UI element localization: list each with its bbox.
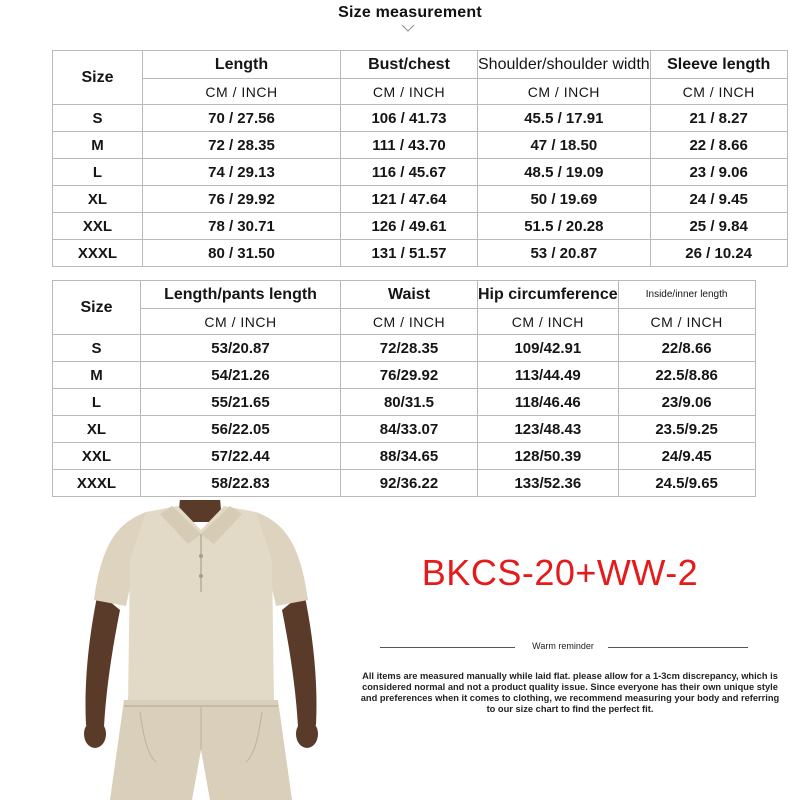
measurement-cell: 80/31.5 (341, 389, 478, 416)
size-cell: S (53, 105, 143, 132)
measurement-cell: 70 / 27.56 (143, 105, 341, 132)
size-cell: XXXL (53, 240, 143, 267)
column-header-hip-circumference: Hip circumference (478, 281, 619, 309)
size-cell: XXL (53, 443, 141, 470)
measurement-cell: 72 / 28.35 (143, 132, 341, 159)
size-cell: L (53, 389, 141, 416)
measurement-cell: 111 / 43.70 (341, 132, 478, 159)
table-row (53, 416, 756, 443)
column-header-length: Length (143, 51, 341, 79)
measurement-cell: 78 / 30.71 (143, 213, 341, 240)
measurement-cell: 76 / 29.92 (143, 186, 341, 213)
unit-label: CM / INCH (478, 79, 651, 105)
measurement-cell: 23.5/9.25 (618, 416, 755, 443)
measurement-cell: 57/22.44 (141, 443, 341, 470)
size-cell: L (53, 159, 143, 186)
measurement-cell: 53/20.87 (141, 335, 341, 362)
table-row (53, 443, 756, 470)
table-row (53, 389, 756, 416)
measurement-cell: 118/46.46 (478, 389, 619, 416)
measurement-cell: 22/8.66 (618, 335, 755, 362)
measurement-cell: 55/21.65 (141, 389, 341, 416)
measurement-cell: 48.5 / 19.09 (478, 159, 651, 186)
measurement-cell: 24.5/9.65 (618, 470, 755, 497)
reminder-text: All items are measured manually while laid flat. please allow for a 1-3cm discrepancy, which is considered normal and not a product quality issue. Since everyone has their own unique style and preferences when it comes to clothing, we recommend measuring your body and referring to our size chart to find the perfect fit. (360, 671, 780, 714)
product-code: BKCS-20+WW-2 (421, 552, 699, 593)
size-header: Size (53, 281, 141, 335)
product-photo (60, 500, 342, 800)
measurement-cell: 56/22.05 (141, 416, 341, 443)
table-row (53, 362, 756, 389)
measurement-cell: 80 / 31.50 (143, 240, 341, 267)
unit-label: CM / INCH (478, 309, 619, 335)
unit-label: CM / INCH (143, 79, 341, 105)
column-header-pants-length: Length/pants length (141, 281, 341, 309)
unit-label: CM / INCH (341, 79, 478, 105)
measurement-cell: 54/21.26 (141, 362, 341, 389)
table-row (53, 213, 788, 240)
measurement-cell: 50 / 19.69 (478, 186, 651, 213)
measurement-cell: 116 / 45.67 (341, 159, 478, 186)
measurement-cell: 131 / 51.57 (341, 240, 478, 267)
measurement-cell: 53 / 20.87 (478, 240, 651, 267)
size-cell: M (53, 362, 141, 389)
unit-label: CM / INCH (341, 309, 478, 335)
measurement-cell: 58/22.83 (141, 470, 341, 497)
measurement-cell: 24/9.45 (618, 443, 755, 470)
reminder-title: Warm reminder (532, 641, 594, 651)
measurement-cell: 25 / 9.84 (650, 213, 787, 240)
measurement-cell: 133/52.36 (478, 470, 619, 497)
size-cell: S (53, 335, 141, 362)
measurement-cell: 106 / 41.73 (341, 105, 478, 132)
size-header: Size (53, 51, 143, 105)
top-size-table (52, 50, 788, 267)
measurement-cell: 121 / 47.64 (341, 186, 478, 213)
size-cell: M (53, 132, 143, 159)
measurement-cell: 76/29.92 (341, 362, 478, 389)
measurement-cell: 88/34.65 (341, 443, 478, 470)
size-cell: XL (53, 186, 143, 213)
column-header-inside-length: Inside/inner length (618, 281, 755, 309)
size-cell: XXXL (53, 470, 141, 497)
measurement-cell: 22.5/8.86 (618, 362, 755, 389)
table-row (53, 470, 756, 497)
measurement-cell: 26 / 10.24 (650, 240, 787, 267)
page-title: Size measurement (338, 4, 482, 21)
measurement-cell: 24 / 9.45 (650, 186, 787, 213)
measurement-cell: 45.5 / 17.91 (478, 105, 651, 132)
measurement-cell: 22 / 8.66 (650, 132, 787, 159)
measurement-cell: 126 / 49.61 (341, 213, 478, 240)
table-row (53, 105, 788, 132)
column-header-sleeve-length: Sleeve length (650, 51, 787, 79)
table-row (53, 186, 788, 213)
measurement-cell: 72/28.35 (341, 335, 478, 362)
table-row (53, 132, 788, 159)
measurement-cell: 113/44.49 (478, 362, 619, 389)
unit-label: CM / INCH (618, 309, 755, 335)
unit-label: CM / INCH (141, 309, 341, 335)
table-row (53, 335, 756, 362)
measurement-cell: 84/33.07 (341, 416, 478, 443)
measurement-cell: 109/42.91 (478, 335, 619, 362)
measurement-cell: 21 / 8.27 (650, 105, 787, 132)
measurement-cell: 123/48.43 (478, 416, 619, 443)
size-cell: XL (53, 416, 141, 443)
column-header-shoulder-width: Shoulder/shoulder width (478, 51, 651, 79)
table-row (53, 240, 788, 267)
measurement-cell: 23 / 9.06 (650, 159, 787, 186)
measurement-cell: 23/9.06 (618, 389, 755, 416)
measurement-cell: 47 / 18.50 (478, 132, 651, 159)
measurement-cell: 51.5 / 20.28 (478, 213, 651, 240)
measurement-cell: 128/50.39 (478, 443, 619, 470)
unit-label: CM / INCH (650, 79, 787, 105)
column-header-waist: Waist (341, 281, 478, 309)
table-row (53, 159, 788, 186)
chevron-down-icon (401, 24, 415, 32)
bottom-size-table (52, 280, 756, 497)
column-header-bust-chest: Bust/chest (341, 51, 478, 79)
measurement-cell: 92/36.22 (341, 470, 478, 497)
measurement-cell: 74 / 29.13 (143, 159, 341, 186)
size-cell: XXL (53, 213, 143, 240)
